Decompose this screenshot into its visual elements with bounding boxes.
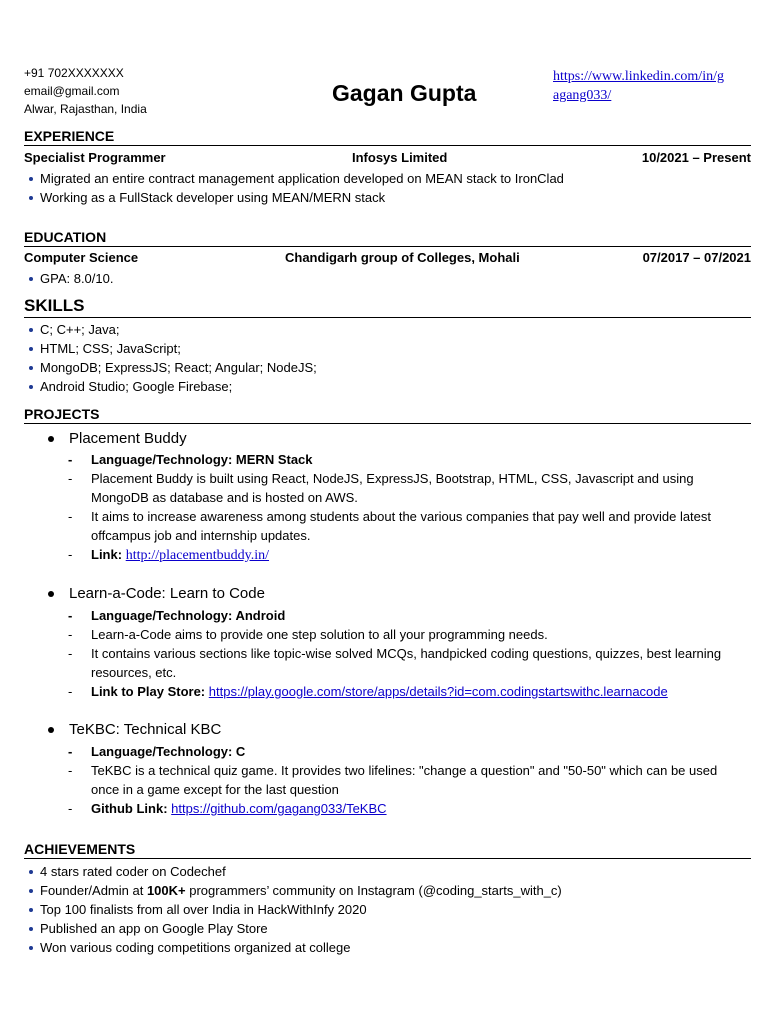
experience-dates: 10/2021 – Present — [641, 150, 751, 165]
skills-heading: SKILLS — [24, 296, 751, 318]
list-item: - It contains various sections like topic-wise solved MCQs, handpicked coding questions, quizzes, best learning resources, etc. — [68, 644, 748, 682]
project-link[interactable]: http://placementbuddy.in/ — [125, 548, 270, 563]
list-item: - Link: http://placementbuddy.in/ — [68, 545, 748, 565]
experience-bullets — [24, 169, 751, 207]
location-text: Alwar, Rajasthan, India — [24, 102, 147, 116]
list-item: - TeKBC is a technical quiz game. It provides two lifelines: "change a question" and "50-50" which can be used once in a game except for the last question — [68, 761, 748, 799]
list-item: GPA: 8.0/10. — [24, 269, 751, 288]
list-item: Top 100 finalists from all over India in HackWithInfy 2020 — [24, 900, 751, 919]
achievements-heading: ACHIEVEMENTS — [24, 841, 751, 859]
list-item: - Language/Technology: Android — [68, 606, 748, 625]
list-item: Migrated an entire contract management application developed on MEAN stack to IronClad — [24, 169, 751, 188]
education-row — [24, 250, 751, 269]
education-degree: Computer Science — [24, 250, 139, 265]
skills-list — [24, 320, 751, 396]
page-title: Gagan Gupta — [332, 80, 477, 106]
education-dates: 07/2017 – 07/2021 — [642, 250, 751, 265]
achievements-list — [24, 862, 751, 957]
list-item: - Link to Play Store: https://play.google.com/store/apps/details?id=com.codingstartswithc.learnacode — [68, 682, 748, 701]
experience-heading: EXPERIENCE — [24, 128, 751, 146]
project-details — [68, 742, 748, 818]
education-heading: EDUCATION — [24, 229, 751, 247]
bullet-icon — [48, 436, 54, 442]
list-item: - Github Link: https://github.com/gagang033/TeKBC — [68, 799, 748, 818]
list-item: - Placement Buddy is built using React, NodeJS, ExpressJS, Bootstrap, HTML, CSS, Javascript and using MongoDB as database and is hosted on AWS. — [68, 469, 748, 507]
education-school: Chandigarh group of Colleges, Mohali — [285, 250, 520, 265]
experience-row — [24, 150, 751, 169]
list-item: Android Studio; Google Firebase; — [24, 377, 751, 396]
list-item: C; C++; Java; — [24, 320, 751, 339]
list-item: - It aims to increase awareness among students about the various companies that pay well and provide latest offcampus job and internship updates. — [68, 507, 748, 545]
project-details — [68, 606, 748, 701]
bullet-icon — [48, 591, 54, 597]
contact-block — [24, 64, 147, 118]
project-details — [68, 450, 748, 565]
phone-text: +91 702XXXXXXX — [24, 66, 124, 80]
email-text: email@gmail.com — [24, 84, 120, 98]
linkedin-link-block[interactable] — [553, 67, 748, 105]
projects-heading: PROJECTS — [24, 406, 751, 424]
list-item: Working as a FullStack developer using MEAN/MERN stack — [24, 188, 751, 207]
experience-company: Infosys Limited — [352, 150, 448, 165]
list-item: - Language/Technology: MERN Stack — [68, 450, 748, 469]
list-item: HTML; CSS; JavaScript; — [24, 339, 751, 358]
project-link[interactable]: https://github.com/gagang033/TeKBC — [171, 801, 387, 816]
list-item: Won various coding competitions organized at college — [24, 938, 751, 957]
experience-role: Specialist Programmer — [24, 150, 166, 165]
bullet-icon — [48, 727, 54, 733]
list-item: - Learn-a-Code aims to provide one step solution to all your programming needs. — [68, 625, 748, 644]
linkedin-link[interactable]: https://www.linkedin.com/in/g agang033/ — [553, 69, 724, 103]
list-item: 4 stars rated coder on Codechef — [24, 862, 751, 881]
list-item: Published an app on Google Play Store — [24, 919, 751, 938]
list-item: - Language/Technology: C — [68, 742, 748, 761]
list-item: Founder/Admin at 100K+ programmers’ community on Instagram (@coding_starts_with_c) — [24, 881, 751, 900]
education-bullets — [24, 269, 751, 288]
project-link[interactable]: https://play.google.com/store/apps/details?id=com.codingstartswithc.learnacode — [208, 684, 668, 699]
list-item: MongoDB; ExpressJS; React; Angular; NodeJS; — [24, 358, 751, 377]
